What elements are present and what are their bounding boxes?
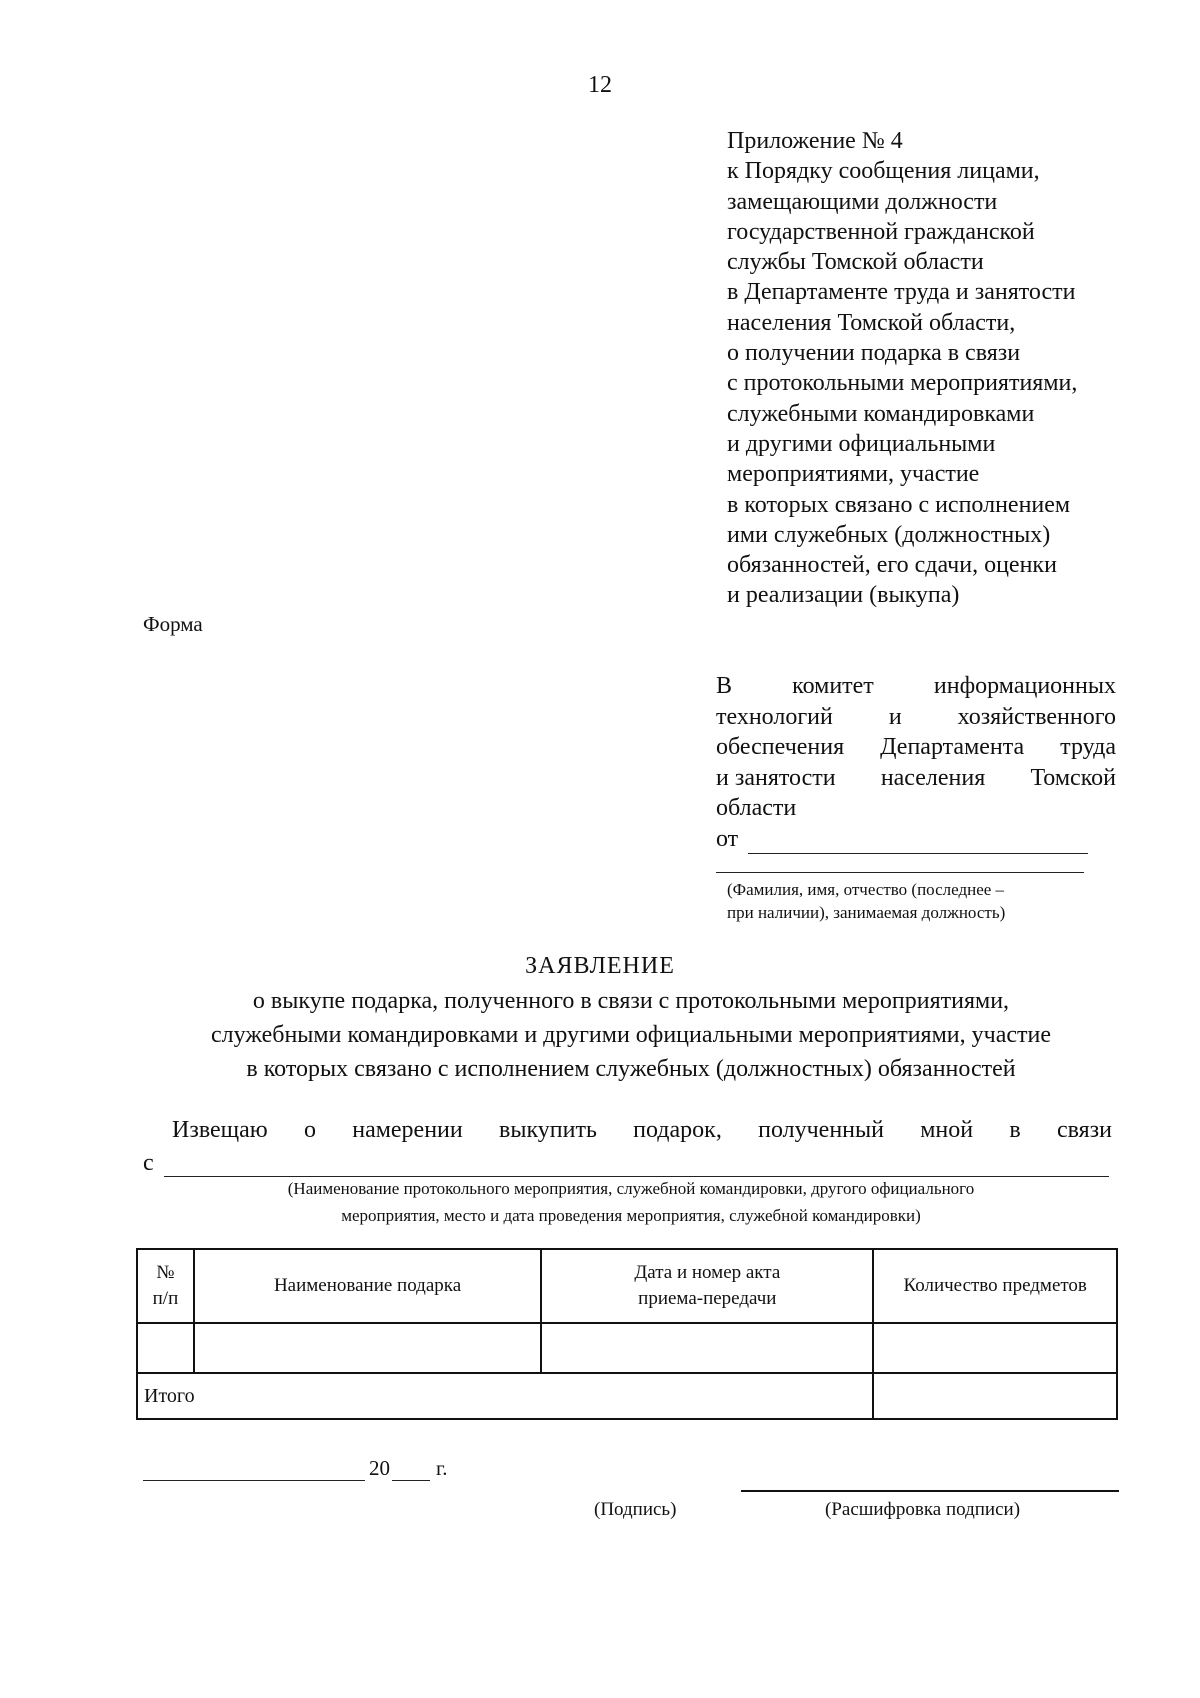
from-label: от (716, 825, 739, 852)
appendix-line: мероприятиями, участие (727, 461, 980, 488)
col-gift-name-header: Наименование подарка (194, 1249, 541, 1323)
appendix-header (727, 126, 1167, 611)
appendix-line: и реализации (выкупа) (727, 582, 960, 609)
fio-caption (727, 878, 1005, 924)
col-number-label: № (156, 1262, 175, 1283)
addressee-block (716, 671, 1116, 854)
addressee-word: труда (1060, 734, 1116, 760)
subtitle-line: служебными командировками и другими официальными мероприятиями, участие (211, 1022, 1051, 1048)
appendix-line: службы Томской области (727, 249, 984, 276)
col-quantity-header: Количество предметов (873, 1249, 1117, 1323)
table-header-row (137, 1249, 1117, 1323)
cell-quantity[interactable] (873, 1323, 1117, 1373)
appendix-line: Приложение № 4 (727, 128, 903, 154)
year-fill-line[interactable] (392, 1460, 430, 1481)
notice-word: мной (920, 1117, 974, 1143)
appendix-line: с протокольными мероприятиями, (727, 370, 1078, 397)
signature-decode-caption: (Расшифровка подписи) (825, 1499, 1021, 1520)
addressee-word: Томской (1030, 764, 1116, 791)
cell-act[interactable] (541, 1323, 873, 1373)
cell-number[interactable] (137, 1323, 194, 1373)
col-number-header (137, 1249, 194, 1323)
page-number: 12 (588, 72, 612, 98)
addressee-word: комитет (792, 673, 874, 699)
addressee-row (716, 671, 1116, 702)
document-title: ЗАЯВЛЕНИЕ (525, 953, 675, 979)
addressee-row (716, 763, 1116, 794)
date-row (143, 1456, 448, 1481)
appendix-line: замещающими должности (727, 188, 998, 215)
cell-gift-name[interactable] (194, 1323, 541, 1373)
subtitle-line: о выкупе подарка, полученного в связи с протокольными мероприятиями, (252, 988, 1010, 1014)
from-fill-line[interactable] (748, 831, 1088, 854)
total-label: Итого (137, 1373, 873, 1419)
appendix-line: обязанностей, его сдачи, оценки (727, 552, 1057, 579)
addressee-word: обеспечения (716, 734, 845, 760)
notice-word: подарок, (633, 1117, 722, 1143)
notice-word: о (303, 1117, 316, 1143)
year-suffix: г. (436, 1456, 448, 1480)
addressee-word: технологий (716, 703, 833, 730)
event-fill-line[interactable] (164, 1154, 1109, 1177)
notice-word: связи (1056, 1117, 1112, 1143)
notice-word: намерении (352, 1117, 463, 1143)
form-label: Форма (143, 612, 203, 636)
addressee-word: В (716, 673, 733, 699)
addressee-word: хозяйственного (957, 703, 1116, 730)
document-subtitle (0, 984, 1200, 1086)
addressee-row: области (716, 795, 797, 821)
appendix-line: населения Томской области, (727, 309, 1016, 336)
year-prefix: 20 (369, 1456, 390, 1480)
table-row (137, 1323, 1117, 1373)
addressee-word: информационных (933, 673, 1116, 699)
addressee-word: населения (880, 764, 986, 791)
addressee-word: Департамента (880, 734, 1025, 760)
addressee-row (716, 732, 1116, 763)
appendix-line: и другими официальными (727, 430, 996, 457)
appendix-line: в Департаменте труда и занятости (727, 279, 1076, 306)
addressee-word: и занятости (716, 764, 836, 791)
notice-word: выкупить (499, 1117, 597, 1143)
event-caption (0, 1175, 1200, 1229)
date-fill-line[interactable] (143, 1460, 365, 1481)
fio-caption-line: при наличии), занимаемая должность) (727, 903, 1006, 922)
col-act-label: приема-передачи (638, 1288, 777, 1309)
appendix-line: в которых связано с исполнением (727, 491, 1071, 518)
event-caption-line: (Наименование протокольного мероприятия, служебной командировки, другого официального (287, 1179, 975, 1198)
gift-table (136, 1248, 1118, 1420)
fio-caption-line: (Фамилия, имя, отчество (последнее – (727, 880, 1005, 899)
from-row (716, 824, 1116, 855)
notice-text (172, 1117, 1112, 1144)
appendix-line: к Порядку сообщения лицами, (727, 158, 1040, 185)
col-number-label: п/п (152, 1288, 179, 1309)
fio-fill-line[interactable] (716, 872, 1084, 873)
event-prefix: с (143, 1150, 154, 1176)
subtitle-line: в которых связано с исполнением служебных (должностных) обязанностей (246, 1056, 1016, 1082)
notice-word: Извещаю (172, 1117, 268, 1143)
appendix-line: служебными командировками (727, 400, 1035, 427)
signature-caption: (Подпись) (594, 1499, 677, 1520)
event-caption-line: мероприятия, место и дата проведения мероприятия, служебной командировки) (341, 1206, 921, 1225)
addressee-word: и (888, 703, 902, 730)
appendix-line: государственной гражданской (727, 218, 1035, 245)
event-row (143, 1150, 1109, 1177)
addressee-row (716, 702, 1116, 733)
col-act-header (541, 1249, 873, 1323)
appendix-line: ими служебных (должностных) (727, 521, 1051, 548)
appendix-line: о получении подарка в связи (727, 340, 1021, 367)
signature-fill-line[interactable] (741, 1490, 1119, 1492)
notice-word: полученный (758, 1117, 884, 1143)
col-act-label: Дата и номер акта (634, 1262, 781, 1283)
cell-total-quantity[interactable] (873, 1373, 1117, 1419)
table-total-row (137, 1373, 1117, 1419)
notice-word: в (1009, 1117, 1021, 1143)
